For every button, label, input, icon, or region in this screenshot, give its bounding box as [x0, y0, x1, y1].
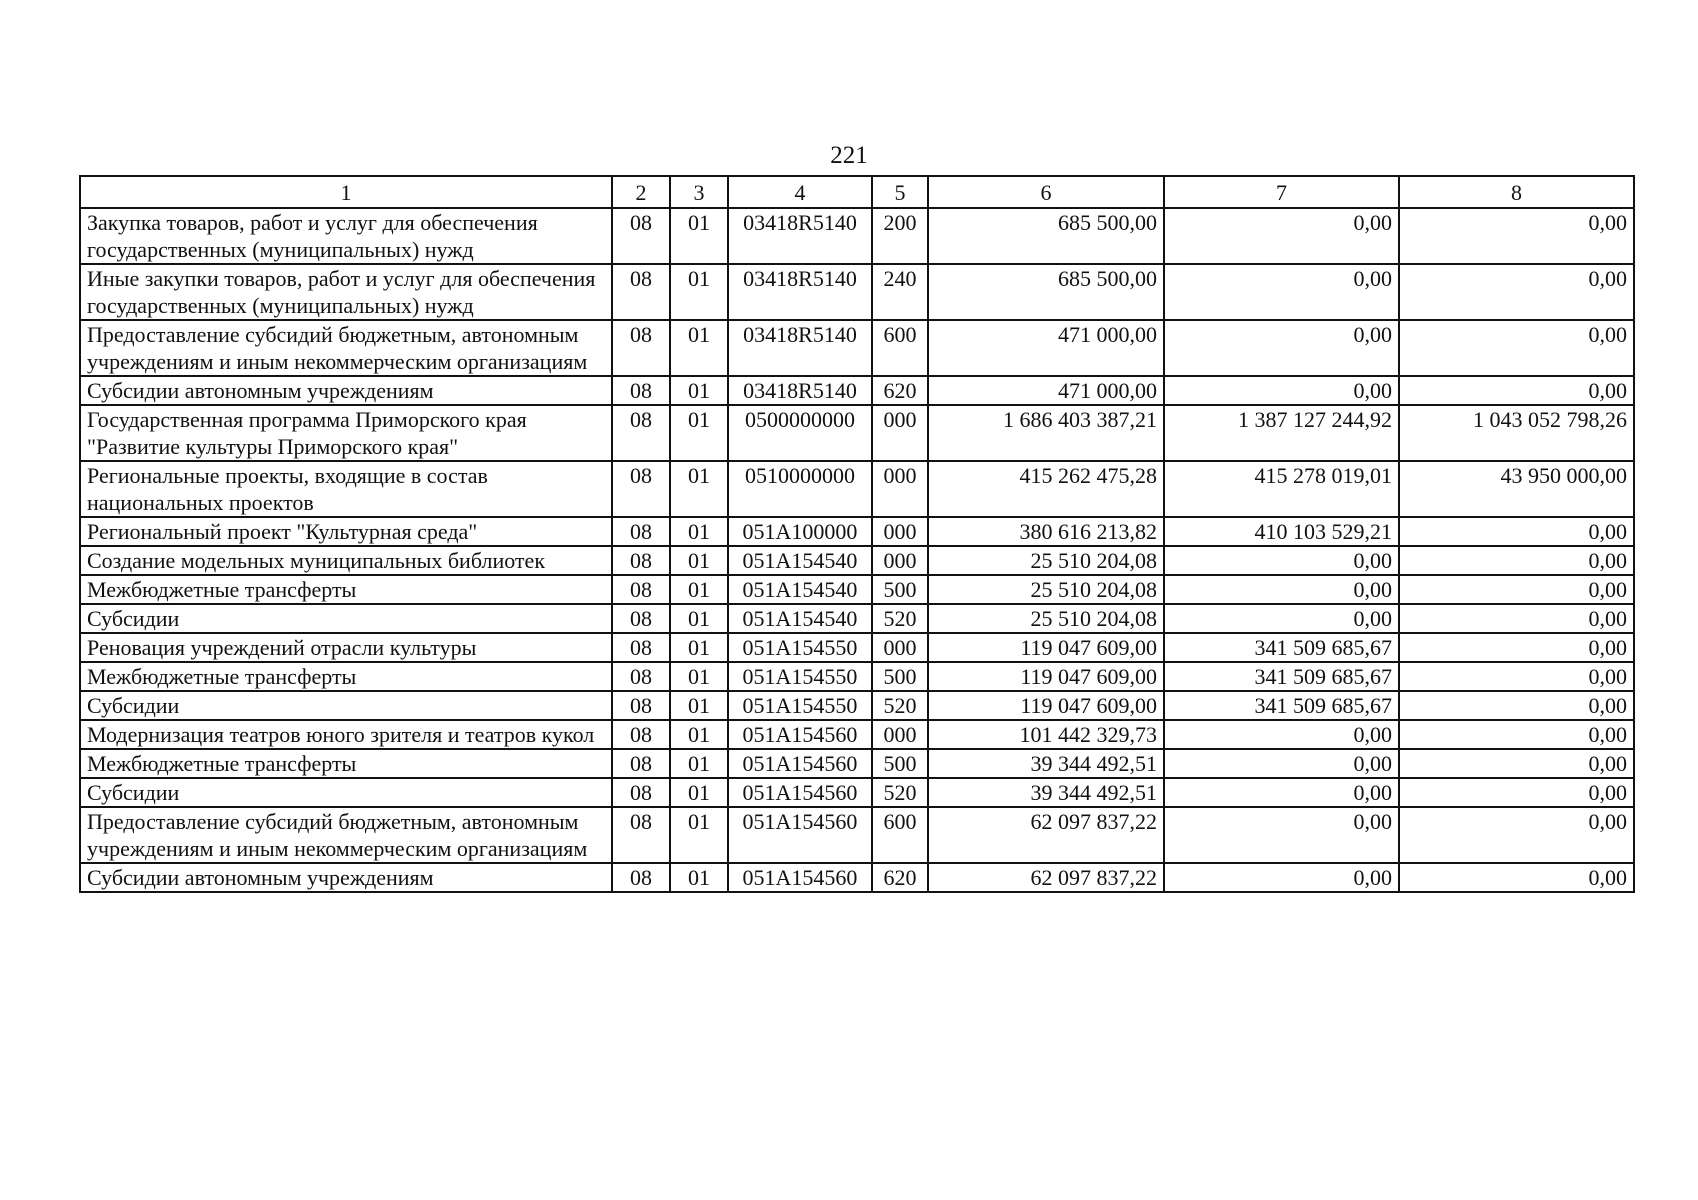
table-row — [80, 807, 1634, 863]
amount-col-6: 62 097 837,22 — [928, 863, 1164, 892]
subsection-code: 01 — [670, 517, 728, 546]
column-header: 3 — [670, 176, 728, 208]
section-code: 08 — [612, 376, 670, 405]
section-code: 08 — [612, 662, 670, 691]
expense-type-code: 000 — [872, 517, 928, 546]
expense-type-code: 500 — [872, 662, 928, 691]
subsection-code: 01 — [670, 264, 728, 320]
amount-col-7: 0,00 — [1164, 208, 1399, 264]
table-row — [80, 461, 1634, 517]
amount-col-7: 0,00 — [1164, 807, 1399, 863]
target-article-code: 03418R5140 — [728, 320, 872, 376]
section-code: 08 — [612, 691, 670, 720]
row-name: Межбюджетные трансферты — [80, 575, 612, 604]
target-article-code: 051A100000 — [728, 517, 872, 546]
amount-col-7: 341 509 685,67 — [1164, 691, 1399, 720]
expense-type-code: 600 — [872, 320, 928, 376]
column-header: 7 — [1164, 176, 1399, 208]
target-article-code: 051A154560 — [728, 749, 872, 778]
row-name: Межбюджетные трансферты — [80, 662, 612, 691]
expense-type-code: 620 — [872, 376, 928, 405]
row-name: Региональный проект "Культурная среда" — [80, 517, 612, 546]
expense-type-code: 240 — [872, 264, 928, 320]
amount-col-6: 25 510 204,08 — [928, 604, 1164, 633]
target-article-code: 051A154540 — [728, 604, 872, 633]
amount-col-8: 0,00 — [1399, 633, 1634, 662]
subsection-code: 01 — [670, 546, 728, 575]
subsection-code: 01 — [670, 320, 728, 376]
target-article-code: 051A154550 — [728, 662, 872, 691]
page-number: 221 — [830, 142, 868, 169]
subsection-code: 01 — [670, 749, 728, 778]
expense-type-code: 600 — [872, 807, 928, 863]
subsection-code: 01 — [670, 208, 728, 264]
amount-col-8: 0,00 — [1399, 863, 1634, 892]
section-code: 08 — [612, 208, 670, 264]
amount-col-8: 1 043 052 798,26 — [1399, 405, 1634, 461]
table-row — [80, 691, 1634, 720]
target-article-code: 0500000000 — [728, 405, 872, 461]
table-row — [80, 863, 1634, 892]
amount-col-8: 0,00 — [1399, 691, 1634, 720]
subsection-code: 01 — [670, 778, 728, 807]
expense-type-code: 520 — [872, 604, 928, 633]
section-code: 08 — [612, 633, 670, 662]
expense-type-code: 000 — [872, 461, 928, 517]
amount-col-8: 0,00 — [1399, 778, 1634, 807]
row-name: Субсидии автономным учреждениям — [80, 863, 612, 892]
amount-col-6: 101 442 329,73 — [928, 720, 1164, 749]
section-code: 08 — [612, 405, 670, 461]
section-code: 08 — [612, 749, 670, 778]
row-name: Предоставление субсидий бюджетным, автономным учреждениям и иным некоммерческим организациям — [80, 320, 612, 376]
table-row — [80, 208, 1634, 264]
subsection-code: 01 — [670, 575, 728, 604]
column-header: 8 — [1399, 176, 1634, 208]
subsection-code: 01 — [670, 720, 728, 749]
subsection-code: 01 — [670, 405, 728, 461]
amount-col-7: 0,00 — [1164, 749, 1399, 778]
amount-col-8: 0,00 — [1399, 264, 1634, 320]
table-header-row — [80, 176, 1634, 208]
section-code: 08 — [612, 517, 670, 546]
amount-col-8: 0,00 — [1399, 749, 1634, 778]
amount-col-6: 25 510 204,08 — [928, 546, 1164, 575]
subsection-code: 01 — [670, 633, 728, 662]
target-article-code: 0510000000 — [728, 461, 872, 517]
amount-col-6: 380 616 213,82 — [928, 517, 1164, 546]
amount-col-8: 0,00 — [1399, 208, 1634, 264]
target-article-code: 051A154560 — [728, 778, 872, 807]
expense-type-code: 500 — [872, 749, 928, 778]
subsection-code: 01 — [670, 662, 728, 691]
section-code: 08 — [612, 264, 670, 320]
amount-col-8: 0,00 — [1399, 376, 1634, 405]
subsection-code: 01 — [670, 691, 728, 720]
column-header: 6 — [928, 176, 1164, 208]
amount-col-8: 0,00 — [1399, 720, 1634, 749]
subsection-code: 01 — [670, 604, 728, 633]
amount-col-7: 0,00 — [1164, 604, 1399, 633]
expense-type-code: 500 — [872, 575, 928, 604]
target-article-code: 03418R5140 — [728, 376, 872, 405]
target-article-code: 051A154560 — [728, 863, 872, 892]
amount-col-6: 471 000,00 — [928, 376, 1164, 405]
amount-col-7: 1 387 127 244,92 — [1164, 405, 1399, 461]
target-article-code: 051A154540 — [728, 546, 872, 575]
amount-col-8: 0,00 — [1399, 807, 1634, 863]
table-row — [80, 778, 1634, 807]
amount-col-6: 1 686 403 387,21 — [928, 405, 1164, 461]
row-name: Субсидии — [80, 691, 612, 720]
section-code: 08 — [612, 461, 670, 517]
row-name: Субсидии автономным учреждениям — [80, 376, 612, 405]
table-row — [80, 633, 1634, 662]
table-row — [80, 546, 1634, 575]
target-article-code: 03418R5140 — [728, 208, 872, 264]
budget-table — [79, 175, 1635, 893]
section-code: 08 — [612, 720, 670, 749]
expense-type-code: 200 — [872, 208, 928, 264]
row-name: Региональные проекты, входящие в состав национальных проектов — [80, 461, 612, 517]
amount-col-6: 119 047 609,00 — [928, 691, 1164, 720]
row-name: Модернизация театров юного зрителя и театров кукол — [80, 720, 612, 749]
target-article-code: 051A154550 — [728, 633, 872, 662]
amount-col-7: 0,00 — [1164, 376, 1399, 405]
expense-type-code: 000 — [872, 633, 928, 662]
amount-col-7: 0,00 — [1164, 863, 1399, 892]
row-name: Реновация учреждений отрасли культуры — [80, 633, 612, 662]
amount-col-7: 0,00 — [1164, 546, 1399, 575]
expense-type-code: 520 — [872, 691, 928, 720]
amount-col-8: 43 950 000,00 — [1399, 461, 1634, 517]
amount-col-7: 341 509 685,67 — [1164, 633, 1399, 662]
section-code: 08 — [612, 778, 670, 807]
expense-type-code: 520 — [872, 778, 928, 807]
amount-col-8: 0,00 — [1399, 662, 1634, 691]
subsection-code: 01 — [670, 461, 728, 517]
amount-col-6: 119 047 609,00 — [928, 662, 1164, 691]
section-code: 08 — [612, 320, 670, 376]
amount-col-6: 39 344 492,51 — [928, 749, 1164, 778]
table-row — [80, 264, 1634, 320]
amount-col-6: 39 344 492,51 — [928, 778, 1164, 807]
amount-col-6: 471 000,00 — [928, 320, 1164, 376]
expense-type-code: 620 — [872, 863, 928, 892]
expense-type-code: 000 — [872, 546, 928, 575]
amount-col-8: 0,00 — [1399, 546, 1634, 575]
row-name: Субсидии — [80, 604, 612, 633]
row-name: Государственная программа Приморского края "Развитие культуры Приморского края" — [80, 405, 612, 461]
target-article-code: 051A154560 — [728, 807, 872, 863]
row-name: Предоставление субсидий бюджетным, автономным учреждениям и иным некоммерческим организациям — [80, 807, 612, 863]
column-header: 4 — [728, 176, 872, 208]
amount-col-6: 415 262 475,28 — [928, 461, 1164, 517]
section-code: 08 — [612, 546, 670, 575]
table-row — [80, 376, 1634, 405]
table-row — [80, 517, 1634, 546]
amount-col-8: 0,00 — [1399, 575, 1634, 604]
subsection-code: 01 — [670, 376, 728, 405]
table-row — [80, 749, 1634, 778]
amount-col-8: 0,00 — [1399, 320, 1634, 376]
row-name: Создание модельных муниципальных библиотек — [80, 546, 612, 575]
amount-col-7: 415 278 019,01 — [1164, 461, 1399, 517]
amount-col-7: 341 509 685,67 — [1164, 662, 1399, 691]
row-name: Межбюджетные трансферты — [80, 749, 612, 778]
target-article-code: 051A154560 — [728, 720, 872, 749]
amount-col-6: 25 510 204,08 — [928, 575, 1164, 604]
amount-col-7: 0,00 — [1164, 720, 1399, 749]
table-row — [80, 662, 1634, 691]
column-header: 2 — [612, 176, 670, 208]
section-code: 08 — [612, 863, 670, 892]
amount-col-8: 0,00 — [1399, 604, 1634, 633]
amount-col-7: 410 103 529,21 — [1164, 517, 1399, 546]
amount-col-6: 685 500,00 — [928, 264, 1164, 320]
table-row — [80, 575, 1634, 604]
amount-col-7: 0,00 — [1164, 575, 1399, 604]
section-code: 08 — [612, 807, 670, 863]
row-name: Иные закупки товаров, работ и услуг для обеспечения государственных (муниципальных) нужд — [80, 264, 612, 320]
section-code: 08 — [612, 604, 670, 633]
subsection-code: 01 — [670, 807, 728, 863]
column-header: 1 — [80, 176, 612, 208]
column-header: 5 — [872, 176, 928, 208]
target-article-code: 03418R5140 — [728, 264, 872, 320]
expense-type-code: 000 — [872, 405, 928, 461]
subsection-code: 01 — [670, 863, 728, 892]
target-article-code: 051A154550 — [728, 691, 872, 720]
amount-col-7: 0,00 — [1164, 778, 1399, 807]
amount-col-7: 0,00 — [1164, 320, 1399, 376]
target-article-code: 051A154540 — [728, 575, 872, 604]
row-name: Субсидии — [80, 778, 612, 807]
table-row — [80, 405, 1634, 461]
amount-col-7: 0,00 — [1164, 264, 1399, 320]
section-code: 08 — [612, 575, 670, 604]
amount-col-8: 0,00 — [1399, 517, 1634, 546]
table-row — [80, 720, 1634, 749]
row-name: Закупка товаров, работ и услуг для обеспечения государственных (муниципальных) нужд — [80, 208, 612, 264]
amount-col-6: 685 500,00 — [928, 208, 1164, 264]
amount-col-6: 119 047 609,00 — [928, 633, 1164, 662]
table-row — [80, 320, 1634, 376]
table-row — [80, 604, 1634, 633]
expense-type-code: 000 — [872, 720, 928, 749]
amount-col-6: 62 097 837,22 — [928, 807, 1164, 863]
